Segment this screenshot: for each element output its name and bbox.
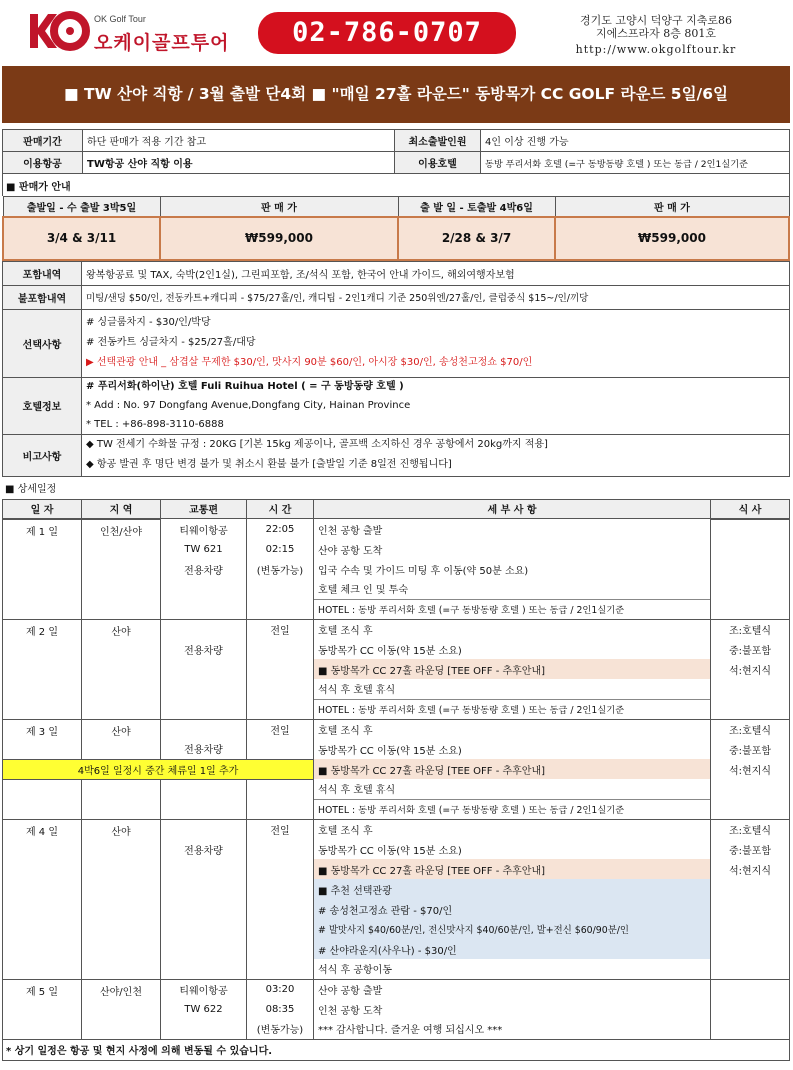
price-header-departure-1: 출발일 - 수 출발 3박5일 (3, 197, 160, 217)
day-1-region: 인천/산야 (82, 519, 161, 619)
day-1-transport-1: 티웨이항공 (161, 519, 247, 539)
excluded-label: 불포함내역 (3, 285, 82, 309)
day-4-meal-3: 석:현지식 (711, 859, 790, 879)
day-5-detail-1: 산야 공항 출발 (314, 979, 711, 999)
day-3-meal-2: 중:불포함 (711, 739, 790, 759)
day-3-detail-1: 호텔 조식 후 (314, 719, 711, 739)
day-2-hotel: HOTEL : 동방 푸리서화 호텔 (=구 동방동량 호텔 ) 또는 동급 / 2인1실기준 (314, 699, 711, 719)
ok-logo-icon (26, 8, 90, 54)
price-value-1: ₩599,000 (160, 217, 398, 260)
day-4-detail-7: # 산야라운지(사우나) - $30/인 (314, 939, 711, 959)
included-value: 왕복항공료 및 TAX, 숙박(2인1실), 그린피포함, 조/석식 포함, 한국어 안내 가이드, 해외여행자보험 (82, 261, 790, 285)
day-3-extra-stay-note: 4박6일 일정시 중간 체류일 1일 추가 (3, 759, 314, 779)
day-4-detail-4: ■ 추천 선택관광 (314, 879, 711, 899)
day-5-time-1: 03:20 (247, 979, 314, 999)
day-4-time: 전일 (247, 819, 314, 839)
day-4-detail-6: # 발맛사지 $40/60분/인, 전신맛사지 $40/60분/인, 발+전신 $60/90분/인 (314, 919, 711, 939)
day-5-detail-3: *** 감사합니다. 즐거운 여행 되십시오 *** (314, 1019, 711, 1039)
sale-period-label: 판매기간 (3, 130, 83, 152)
options-cell (82, 309, 790, 377)
logo-english: OK Golf Tour (94, 14, 146, 24)
day-1-transport-3: 전용차량 (161, 559, 247, 579)
day-2-time: 전일 (247, 619, 314, 639)
day-4-detail-3: ■ 동방목가 CC 27홀 라운딩 [TEE OFF - 추후안내] (314, 859, 711, 879)
day-1-time-3: (변동가능) (247, 559, 314, 579)
hotel-label: 이용호텔 (395, 152, 481, 174)
col-header-day: 일 자 (3, 499, 82, 518)
price-header-price-1: 판 매 가 (160, 197, 398, 217)
min-people-label: 최소출발인원 (395, 130, 481, 152)
day-2-transport: 전용차량 (161, 639, 247, 659)
day-3-detail-3: ■ 동방목가 CC 27홀 라운딩 [TEE OFF - 추후안내] (314, 759, 711, 779)
day-1-label: 제 1 일 (3, 519, 82, 619)
company-address (526, 14, 786, 56)
day-5-transport-1: 티웨이항공 (161, 979, 247, 999)
day-3-detail-4: 석식 후 호텔 휴식 (314, 779, 711, 799)
option-single-room: # 싱글룸차지 - $30/인/박당 (86, 317, 211, 328)
day-4-detail-2: 동방목가 CC 이동(약 15분 소요) (314, 839, 711, 859)
day-1-hotel: HOTEL : 동방 푸리서화 호텔 (=구 동방동량 호텔 ) 또는 동급 / 2인1실기준 (314, 599, 711, 619)
day-2-detail-1: 호텔 조식 후 (314, 619, 711, 639)
day-1-detail-2: 산야 공항 도착 (314, 539, 711, 559)
col-header-details: 세 부 사 항 (314, 499, 711, 518)
hotel-address: * Add : No. 97 Dongfang Avenue,Dongfang City, Hainan Province (86, 399, 411, 411)
day-1-detail-1: 인천 공항 출발 (314, 519, 711, 539)
day-5-region: 산야/인천 (82, 979, 161, 1039)
day-1-time-1: 22:05 (247, 519, 314, 539)
day-5-transport-2: TW 622 (161, 999, 247, 1019)
min-people-value: 4인 이상 진행 가능 (481, 130, 790, 152)
day-4-region: 산야 (82, 819, 161, 979)
day-1-meals (711, 519, 790, 619)
page-header (0, 0, 793, 64)
hotel-phone: * TEL : +86-898-3110-6888 (86, 418, 224, 430)
day-4-meal-2: 중:불포함 (711, 839, 790, 859)
col-header-time: 시 간 (247, 499, 314, 518)
day-3-transport: 전용차량 (161, 739, 247, 759)
day-2-detail-3: ■ 동방목가 CC 27홀 라운딩 [TEE OFF - 추후안내] (314, 659, 711, 679)
info-table (2, 129, 790, 174)
hotel-info-cell (82, 377, 790, 434)
day-2-label: 제 2 일 (3, 619, 82, 719)
day-5-label: 제 5 일 (3, 979, 82, 1039)
day-2-meal-2: 중:불포함 (711, 639, 790, 659)
option-tours: ▶ 선택관광 안내 _ 삼겹살 무제한 $30/인, 맛사지 90분 $60/인, 아시장 $30/인, 송성천고정쇼 $70/인 (86, 357, 533, 368)
day-3-label: 제 3 일 (3, 719, 82, 759)
hotel-info-label: 호텔정보 (3, 377, 82, 434)
col-header-meal: 식 사 (711, 499, 790, 518)
col-header-region: 지 역 (82, 499, 161, 518)
itinerary-section-title: ■ 상세일정 (5, 484, 57, 495)
col-header-transport: 교통편 (161, 499, 247, 518)
excluded-value: 미팅/샌딩 $50/인, 전동카트+캐디피 - $75/27홀/인, 캐디팁 - 2인1캐디 기준 250위엔/27홀/인, 클럽중식 $15~/인/끼당 (82, 285, 790, 309)
remarks-cell (82, 434, 790, 476)
day-5-time-2: 08:35 (247, 999, 314, 1019)
day-4-detail-1: 호텔 조식 후 (314, 819, 711, 839)
main-content (2, 129, 790, 1061)
day-5-meals (711, 979, 790, 1039)
departure-dates-1: 3/4 & 3/11 (3, 217, 160, 260)
day-1-time-2: 02:15 (247, 539, 314, 559)
day-3-meal-3: 석:현지식 (711, 759, 790, 779)
address-line-2: 지에스프라자 8층 801호 (596, 27, 716, 40)
day-5-detail-2: 인천 공항 도착 (314, 999, 711, 1019)
itinerary-table (2, 499, 790, 519)
day-2-detail-2: 동방목가 CC 이동(약 15분 소요) (314, 639, 711, 659)
day-3-time: 전일 (247, 719, 314, 739)
details-table (2, 261, 790, 477)
address-line-1: 경기도 고양시 덕양구 지축로86 (580, 14, 732, 27)
day-4-meal-1: 조:호텔식 (711, 819, 790, 839)
airline-value: TW항공 산야 직항 이용 (83, 152, 395, 174)
day-4-label: 제 4 일 (3, 819, 82, 979)
price-value-2: ₩599,000 (555, 217, 789, 260)
tour-title-banner: ■ TW 산야 직항 / 3월 출발 단4회 ■ "매일 27홀 라운드" 동방목가 CC GOLF 라운드 5일/6일 (2, 66, 790, 123)
price-table (2, 196, 790, 261)
remark-baggage: ◆ TW 전세기 수화물 규정 : 20KG [기본 15kg 제공이나, 골프백 소지하신 경우 공항에서 20kg까지 적용] (86, 439, 548, 450)
price-header-price-2: 판 매 가 (555, 197, 789, 217)
day-4-detail-8: 석식 후 공항이동 (314, 959, 711, 979)
day-3-region: 산야 (82, 719, 161, 759)
departure-dates-2: 2/28 & 3/7 (398, 217, 555, 260)
sale-period-value: 하단 판매가 적용 기간 참고 (83, 130, 395, 152)
day-2-meal-3: 석:현지식 (711, 659, 790, 679)
phone-number[interactable]: 02-786-0707 (258, 12, 516, 54)
remarks-label: 비고사항 (3, 434, 82, 476)
logo-korean: 오케이골프투어 (94, 32, 230, 54)
option-cart-single: # 전동카트 싱글차지 - $25/27홀/대당 (86, 337, 256, 348)
airline-label: 이용항공 (3, 152, 83, 174)
itinerary-body (2, 519, 790, 1040)
day-1-transport-2: TW 621 (161, 539, 247, 559)
options-label: 선택사항 (3, 309, 82, 377)
footer-notice: * 상기 일정은 항공 및 현지 사정에 의해 변동될 수 있습니다. (2, 1040, 790, 1061)
hotel-value: 동방 푸리서화 호텔 (=구 동방동량 호텔 ) 또는 동급 / 2인1실기준 (481, 152, 790, 174)
day-1-detail-3: 입국 수속 및 가이드 미팅 후 이동(약 50분 소요) (314, 559, 711, 579)
day-1-detail-4: 호텔 체크 인 및 투숙 (314, 579, 711, 599)
price-header-departure-2: 출 발 일 - 토출발 4박6일 (398, 197, 555, 217)
day-4-detail-5: # 송성천고정쇼 관람 - $70/인 (314, 899, 711, 919)
remark-refund: ◆ 항공 발권 후 명단 변경 불가 및 취소시 환불 불가 [출발일 기준 8일전 진행됩니다] (86, 459, 452, 470)
day-3-hotel: HOTEL : 동방 푸리서화 호텔 (=구 동방동량 호텔 ) 또는 동급 / 2인1실기준 (314, 799, 711, 819)
price-section-title: ■ 판매가 안내 (2, 174, 790, 196)
included-label: 포함내역 (3, 261, 82, 285)
day-5-time-3: (변동가능) (247, 1019, 314, 1039)
day-2-region: 산야 (82, 619, 161, 719)
day-2-detail-4: 석식 후 호텔 휴식 (314, 679, 711, 699)
day-3-meal-1: 조:호텔식 (711, 719, 790, 739)
website-link[interactable]: http://www.okgolftour.kr (575, 43, 737, 56)
day-3-detail-2: 동방목가 CC 이동(약 15분 소요) (314, 739, 711, 759)
day-4-transport: 전용차량 (161, 839, 247, 859)
hotel-name: # 푸리서화(하이난) 호텔 Fuli Ruihua Hotel ( = 구 동방동량 호텔 ) (86, 380, 404, 392)
day-2-meal-1: 조:호텔식 (711, 619, 790, 639)
